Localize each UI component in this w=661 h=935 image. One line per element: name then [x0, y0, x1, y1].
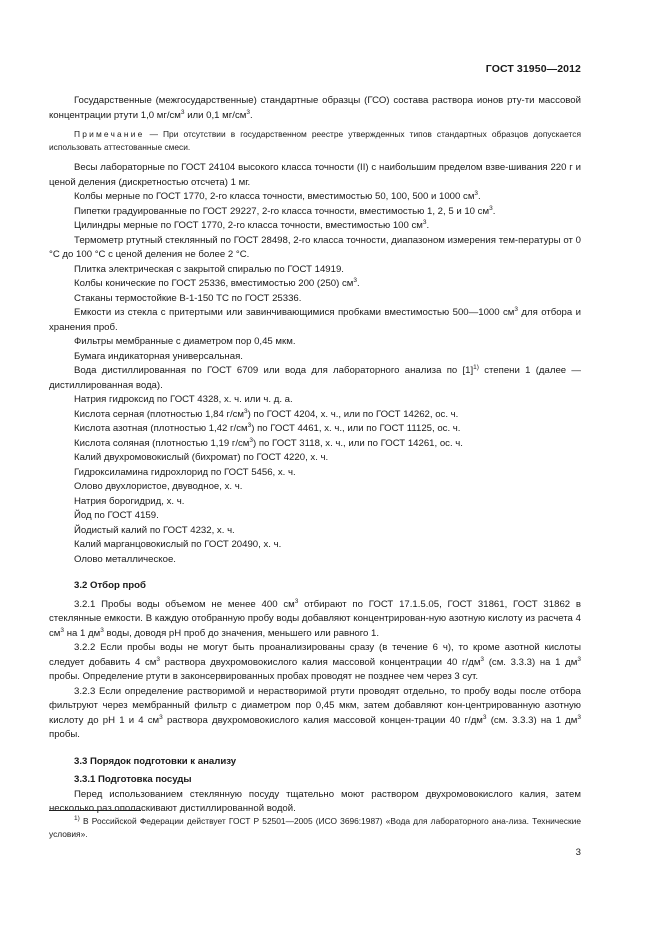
superscript: 3 [246, 108, 250, 116]
superscript: 3 [60, 626, 65, 634]
text: Государственные (межгосударственные) стандартные образцы (ГСО) состава раствора ионов рту-ти массовой концентрации ртути 1,0 мг/см [49, 95, 581, 121]
text: Кислота соляная (плотностью 1,19 г/см [74, 437, 250, 449]
spacer [49, 567, 581, 573]
text: раствора двухромовокислого калия массовой концентрации 40 г/дм [160, 656, 481, 668]
text: Колбы мерные по ГОСТ 1770, 2-го класса точности, вместимостью 50, 100, 500 и 1000 см [74, 191, 475, 202]
superscript: 3 [100, 626, 104, 634]
reagent-potassium-iodide: Йодистый калий по ГОСТ 4232, х. ч. [74, 524, 235, 536]
text: отбирают по ГОСТ 17.1.5.05, ГОСТ 31861, ГОСТ 31862 в стеклянные емкости. В каждую отобранную пробу воды добавляют концентрирован-ную азотную кислоту из расчета 4 см [49, 598, 581, 639]
document-header-id: ГОСТ 31950—2012 [485, 63, 581, 75]
superscript: 3 [159, 713, 163, 721]
footnote-text: В Российской Федерации действует ГОСТ Р 52501—2005 (ИСО 3696:1987) «Вода для лабораторного ана-лиза. Технические условия». [49, 816, 581, 839]
text: . [357, 278, 360, 289]
footnote-marker: 1) [74, 815, 80, 822]
text: Пипетки градуированные по ГОСТ 29227, 2-го класса точности, вместимостью 1, 2, 5 и 10 см [74, 205, 490, 217]
equipment-cylinders [49, 219, 581, 234]
superscript: 3 [244, 407, 248, 415]
text: . [492, 205, 496, 217]
equipment-indicator-paper: Бумага индикаторная универсальная. [74, 350, 243, 362]
equipment-thermometer: Термометр ртутный стеклянный по ГОСТ 28498, 2-го класса точности, диапазоном измерения тем-пературы от 0 °С до 100 °С с ценой деления не более 2 °С. [49, 234, 581, 260]
reagent-hydroxylamine: Гидроксиламина гидрохлорид по ГОСТ 5456, х. ч. [74, 466, 296, 478]
paragraph-3-2-1 [49, 598, 581, 642]
reagent-iodine: Йод по ГОСТ 4159. [74, 510, 159, 521]
superscript: 3 [247, 422, 252, 429]
superscript: 3 [482, 713, 487, 721]
equipment-pipettes [49, 205, 581, 220]
reagent-hydrochloric-acid [49, 437, 581, 452]
reagent-naoh: Натрия гидроксид по ГОСТ 4328, х. ч. или ч. д. а. [74, 394, 293, 405]
equipment-flasks [49, 190, 581, 205]
superscript: 3 [180, 108, 185, 116]
footnote-ref: 1) [473, 364, 479, 371]
reagent-water [49, 364, 581, 393]
text: (см. 3.3.3) на 1 дм [486, 714, 578, 726]
note-paragraph [49, 128, 581, 154]
equipment-containers [49, 306, 581, 335]
reagent-nitric-acid [49, 422, 581, 437]
text: пробы. Определение ртути в законсервированных пробах проводят не позднее чем через 3 сут. [49, 671, 479, 682]
text: . [478, 191, 481, 202]
superscript: 3 [422, 219, 427, 226]
superscript: 3 [249, 436, 253, 444]
superscript: 3 [156, 655, 160, 663]
reagent-tin-chloride: Олово двухлористое, двуводное, х. ч. [74, 481, 243, 492]
reagent-sulfuric-acid [49, 408, 581, 423]
text: степени 1 (далее — дистиллированная вода). [49, 365, 581, 391]
paragraph-3-2-2 [49, 641, 581, 685]
text: ) по ГОСТ 4204, х. ч., или по ГОСТ 14262, ос. ч. [247, 408, 459, 420]
footnote [49, 815, 581, 841]
text: ) по ГОСТ 4461, х. ч., или по ГОСТ 11125, ос. ч. [251, 423, 461, 434]
text: раствора двухромовокислого калия массовой концен-трации 40 г/дм [162, 714, 483, 726]
text: ) по ГОСТ 3118, х. ч., или по ГОСТ 14261, ос. ч. [253, 437, 463, 449]
equipment-scales: Весы лабораторные по ГОСТ 24104 высокого класса точности (II) с наибольшим пределом взве-шивания 220 г и ценой деления (дискретностью отсчета) 1 мг. [49, 162, 581, 188]
text: для отбора и хранения проб. [49, 307, 581, 333]
equipment-filters: Фильтры мембранные с диаметром пор 0,45 мкм. [74, 336, 296, 347]
reagent-permanganate: Калий марганцовокислый по ГОСТ 20490, х. ч. [74, 539, 282, 550]
equipment-conical-flasks [49, 277, 581, 292]
reagent-borohydride: Натрия борогидрид, х. ч. [74, 495, 185, 507]
text: пробы. [49, 729, 80, 740]
reagent-tin: Олово металлическое. [74, 553, 176, 565]
text: Кислота серная (плотностью 1,84 г/см [74, 408, 245, 420]
text: или 0,1 мг/см [184, 109, 247, 121]
text: на 1 дм [64, 627, 101, 639]
text: 3.2.3 Если определение растворимой и нерастворимой ртути проводят отдельно, то пробу воды после отбора фильтруют через мембранный фильтр с диаметром пор 0,45 мкм, затем добавляют кон-центрированную азотную кислоту до рН 1 и 4 см [49, 685, 581, 726]
equipment-stove: Плитка электрическая с закрытой спиралью по ГОСТ 14919. [74, 263, 344, 275]
spacer [49, 743, 581, 749]
section-3-2-title: 3.2 Отбор проб [74, 580, 146, 591]
text: . [249, 109, 253, 121]
text: Колбы конические по ГОСТ 25336, вместимостью 200 (250) см [74, 278, 354, 289]
text: Вода дистиллированная по ГОСТ 6709 или вода для лабораторного анализа по [1] [74, 365, 474, 376]
note-label: Примечание [74, 129, 145, 139]
footnote-paragraph [49, 815, 581, 841]
gso-paragraph [49, 94, 581, 123]
text: Кислота азотная (плотностью 1,42 г/см [74, 423, 248, 434]
superscript: 3 [480, 655, 485, 663]
footnote-separator [49, 810, 141, 811]
superscript: 3 [514, 306, 518, 313]
text: Емкости из стекла с притертыми или завинчивающимися пробками вместимостью 500—1000 см [74, 307, 515, 318]
document-body [49, 94, 581, 817]
subsection-3-3-1-title: 3.3.1 Подготовка посуды [74, 774, 192, 785]
superscript: 3 [353, 277, 358, 284]
paragraph-3-3-1: Перед использованием стеклянную посуду тщательно моют раствором двухромовокислого калия, затем несколько раз ополаскивают дистиллированной водой. [49, 788, 581, 814]
equipment-beakers: Стаканы термостойкие В-1-150 ТС по ГОСТ 25336. [74, 292, 302, 304]
text: (см. 3.3.3) на 1 дм [484, 656, 578, 668]
text: воды, доводя рН проб до значения, меньшего или равного 1. [103, 627, 380, 639]
paragraph-3-2-3 [49, 685, 581, 743]
text: Цилиндры мерные по ГОСТ 1770, 2-го класса точности, вместимостью 100 см [74, 220, 423, 231]
superscript: 3 [489, 204, 493, 212]
text: . [426, 220, 430, 231]
superscript: 3 [474, 190, 479, 197]
note-text: — При отсутствии в государственном реестре утвержденных типов стандартных образцов допускается использовать аттестованные смеси. [49, 129, 581, 152]
text: 3.2.2 Если пробы воды не могут быть проанализированы сразу (в течение 6 ч), то кроме азотной кислоты следует добавить 4 см [49, 642, 581, 668]
page-number: 3 [575, 847, 581, 858]
superscript: 3 [577, 713, 581, 721]
reagent-dichromate: Калий двухромовокислый (бихромат) по ГОСТ 4220, х. ч. [74, 452, 329, 463]
superscript: 3 [294, 597, 299, 605]
section-3-3-title: 3.3 Порядок подготовки к анализу [74, 755, 237, 767]
superscript: 3 [577, 655, 581, 663]
text: 3.2.1 Пробы воды объемом не менее 400 см [74, 598, 295, 610]
